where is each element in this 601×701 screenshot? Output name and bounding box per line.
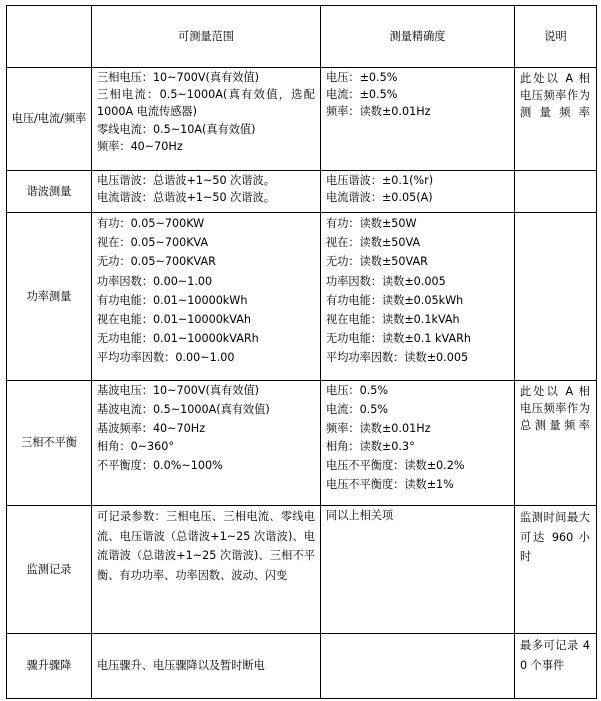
table-row xyxy=(7,171,597,213)
row-category: 骤升骤降 xyxy=(7,634,92,699)
range-cell: 可记录参数：三相电压、三相电流、零线电流、电压谐波（总谐波+1~25 次谐波)、电流谐波（总谐波+1~25 次谐波)、三相不平衡、有功功率、功率因数、波动、闪变 xyxy=(92,506,321,634)
row-category: 监测记录 xyxy=(7,506,92,634)
table-row xyxy=(7,381,597,506)
row-category: 电压/电流/频率 xyxy=(7,68,92,171)
header-row xyxy=(7,6,597,68)
table-row xyxy=(7,634,597,699)
note-cell xyxy=(515,213,597,381)
spec-table xyxy=(6,5,597,699)
note-cell: 此处以 A 相电压频率作为测量频率 xyxy=(515,68,597,171)
table-row xyxy=(7,68,597,171)
note-cell: 最多可记录 40 个事件 xyxy=(515,634,597,699)
note-cell xyxy=(515,171,597,213)
accuracy-cell: 电压：0.5% 电流：0.5% 频率：读数±0.01Hz 相角：读数±0.3° 电压不平衡度：读数±0.2% 电压不平衡度：读数±1% xyxy=(321,381,515,506)
range-cell: 基波电压：10~700V(真有效值) 基波电流：0.5~1000A(真有效值) 基波频率：40~70Hz 相角：0~360° 不平衡度：0.0%~100% xyxy=(92,381,321,506)
note-cell: 此处以 A 相电压频率作为总测量频率 xyxy=(515,381,597,506)
accuracy-cell: 有功：读数±50W 视在：读数±50VA 无功：读数±50VAR 功率因数：读数±0.005 有功电能：读数±0.05kWh 视在电能：读数±0.1kVAh 无功电能：读数±0.1 kVARh 平均功率因数：读数±0.005 xyxy=(321,213,515,381)
accuracy-cell: 同以上相关项 xyxy=(321,506,515,634)
header-range: 可测量范围 xyxy=(92,6,321,68)
range-cell: 三相电压：10~700V(真有效值) 三相电流：0.5~1000A(真有效值，选配 1000A 电流传感器) 零线电流：0.5~10A(真有效值) 频率：40~70Hz xyxy=(92,68,321,171)
row-category: 功率测量 xyxy=(7,213,92,381)
range-cell: 电压谐波：总谐波+1~50 次谐波。 电流谐波：总谐波+1~50 次谐波。 xyxy=(92,171,321,213)
accuracy-cell: 电压：±0.5% 电流：±0.5% 频率：读数±0.01Hz xyxy=(321,68,515,171)
header-category xyxy=(7,6,92,68)
header-note: 说明 xyxy=(515,6,597,68)
accuracy-cell: 电压谐波：±0.1(%r) 电流谐波：±0.05(A) xyxy=(321,171,515,213)
accuracy-cell xyxy=(321,634,515,699)
table-row xyxy=(7,213,597,381)
table-row xyxy=(7,506,597,634)
row-category: 三相不平衡 xyxy=(7,381,92,506)
note-cell: 监测时间最大可达 960 小时 xyxy=(515,506,597,634)
header-accuracy: 测量精确度 xyxy=(321,6,515,68)
range-cell: 电压骤升、电压骤降以及暂时断电 xyxy=(92,634,321,699)
range-cell: 有功：0.05~700KW 视在：0.05~700KVA 无功：0.05~700KVAR 功率因数：0.00~1.00 有功电能：0.01~10000kWh 视在电能：0.01~10000kVAh 无功电能：0.01~10000kVARh 平均功率因数：0.00~1.00 xyxy=(92,213,321,381)
row-category: 谐波测量 xyxy=(7,171,92,213)
